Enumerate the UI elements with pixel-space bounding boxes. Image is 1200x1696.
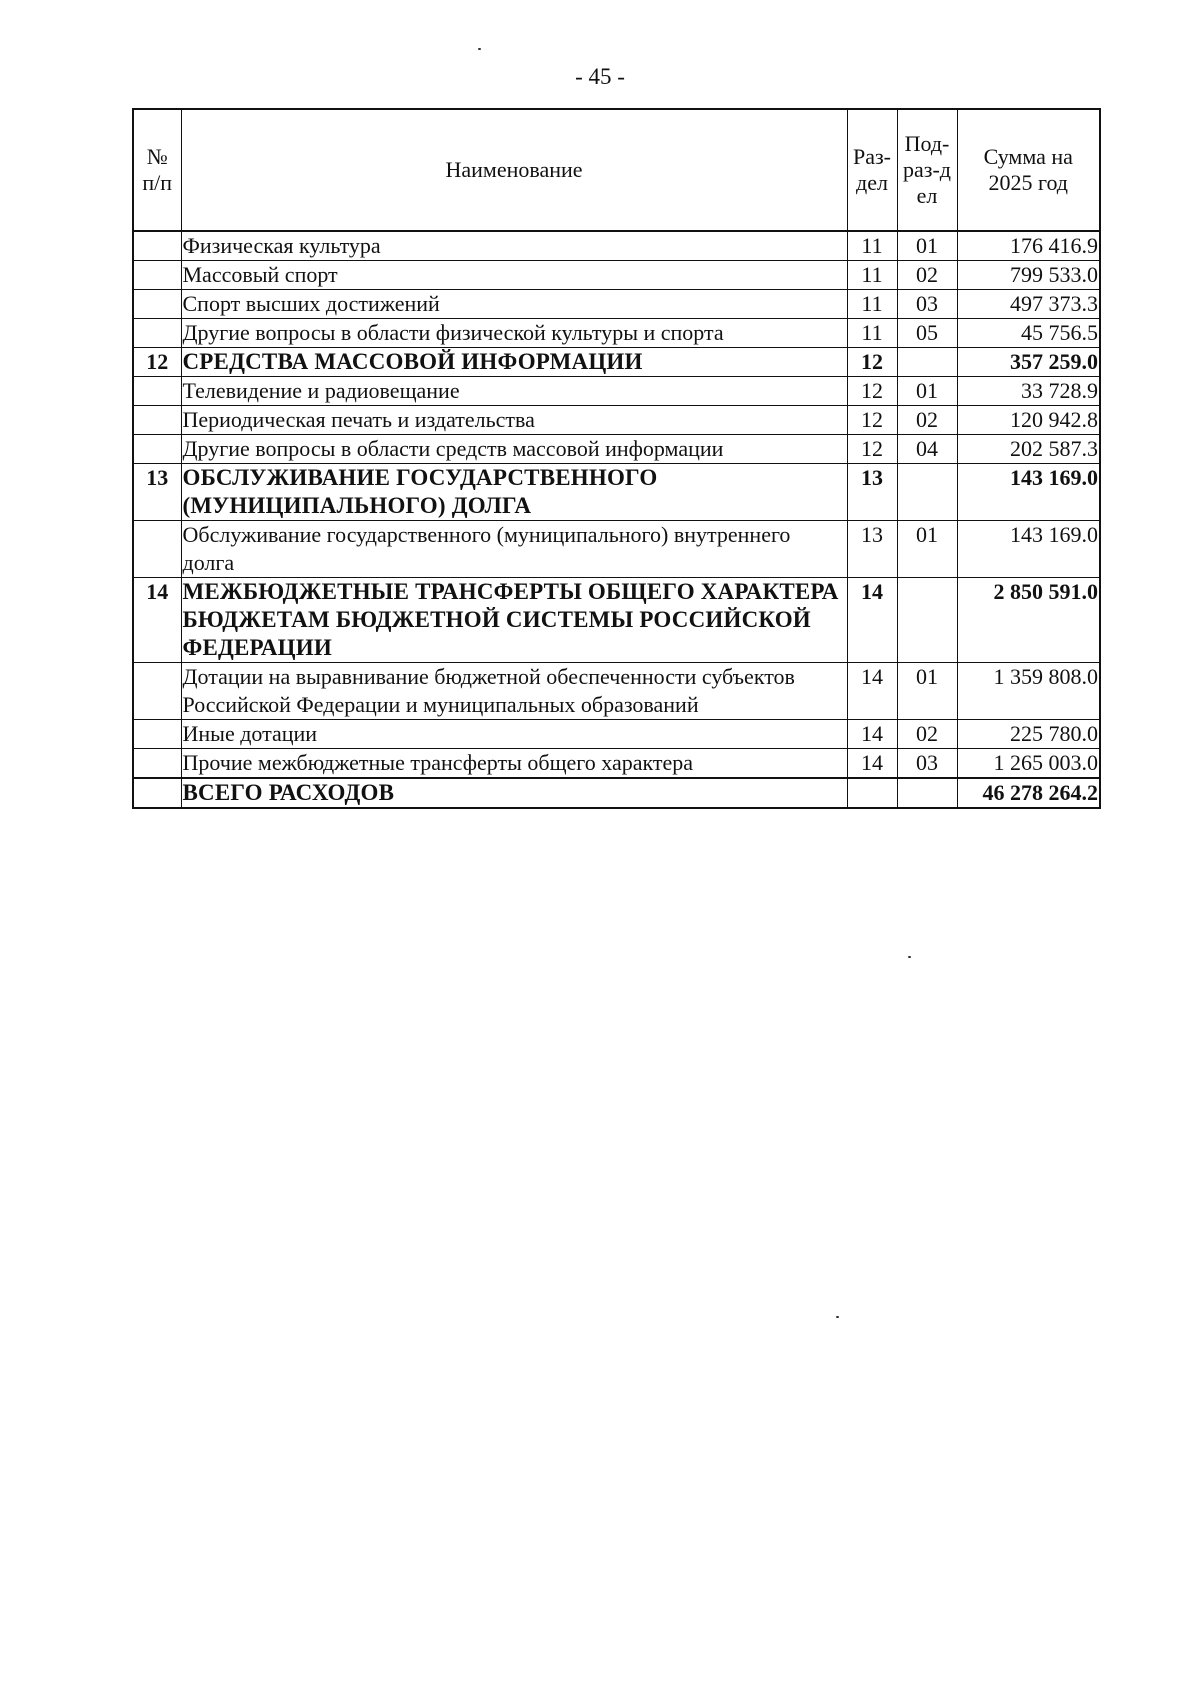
row-subsection: 01: [897, 231, 957, 261]
row-num: [133, 319, 181, 348]
row-subsection: 02: [897, 261, 957, 290]
total-sum: 46 278 264.2: [957, 778, 1100, 808]
table-row: [133, 348, 1100, 377]
table-row: [133, 290, 1100, 319]
row-section: 14: [847, 749, 897, 779]
row-section: 12: [847, 435, 897, 464]
header-section: Раз-дел: [847, 109, 897, 231]
header-name: Наименование: [181, 109, 847, 231]
row-subsection: 03: [897, 749, 957, 779]
row-num: [133, 261, 181, 290]
table-row: [133, 663, 1100, 720]
row-name: Другие вопросы в области средств массовой информации: [181, 435, 847, 464]
row-name: Дотации на выравнивание бюджетной обеспеченности субъектов Российской Федерации и муниципальных образований: [181, 663, 847, 720]
row-sum: 176 416.9: [957, 231, 1100, 261]
header-sum: Сумма на 2025 год: [957, 109, 1100, 231]
row-sum: 202 587.3: [957, 435, 1100, 464]
row-num: [133, 521, 181, 578]
row-subsection: 05: [897, 319, 957, 348]
row-sum: 120 942.8: [957, 406, 1100, 435]
table-row: [133, 435, 1100, 464]
row-num: 12: [133, 348, 181, 377]
table-row: [133, 464, 1100, 521]
row-name: Прочие межбюджетные трансферты общего характера: [181, 749, 847, 779]
row-section: 14: [847, 578, 897, 663]
row-subsection: 02: [897, 406, 957, 435]
row-subsection: 01: [897, 521, 957, 578]
row-subsection: [897, 348, 957, 377]
row-sum: 45 756.5: [957, 319, 1100, 348]
table-row: [133, 231, 1100, 261]
row-section: 12: [847, 377, 897, 406]
total-label: ВСЕГО РАСХОДОВ: [181, 778, 847, 808]
scan-speck: [836, 1316, 839, 1318]
row-name: Другие вопросы в области физической культуры и спорта: [181, 319, 847, 348]
row-name: Телевидение и радиовещание: [181, 377, 847, 406]
table-row: [133, 720, 1100, 749]
row-subsection: 02: [897, 720, 957, 749]
total-subsection: [897, 778, 957, 808]
table-row: [133, 521, 1100, 578]
table-header-row: [133, 109, 1100, 231]
row-name: Спорт высших достижений: [181, 290, 847, 319]
row-num: [133, 749, 181, 779]
row-section: 11: [847, 231, 897, 261]
row-sum: 2 850 591.0: [957, 578, 1100, 663]
row-section: 14: [847, 720, 897, 749]
row-sum: 225 780.0: [957, 720, 1100, 749]
row-section: 14: [847, 663, 897, 720]
row-section: 13: [847, 521, 897, 578]
budget-table: [132, 108, 1101, 809]
row-subsection: [897, 464, 957, 521]
row-section: 11: [847, 290, 897, 319]
row-sum: 1 265 003.0: [957, 749, 1100, 779]
row-sum: 799 533.0: [957, 261, 1100, 290]
row-num: 14: [133, 578, 181, 663]
row-num: [133, 377, 181, 406]
row-subsection: 01: [897, 663, 957, 720]
row-sum: 1 359 808.0: [957, 663, 1100, 720]
row-name: Иные дотации: [181, 720, 847, 749]
row-section: 11: [847, 319, 897, 348]
row-name: Обслуживание государственного (муниципального) внутреннего долга: [181, 521, 847, 578]
total-row: [133, 778, 1100, 808]
page-number: - 45 -: [575, 64, 625, 89]
row-sum: 33 728.9: [957, 377, 1100, 406]
table-row: [133, 261, 1100, 290]
scan-speck: [478, 48, 481, 50]
row-num: [133, 290, 181, 319]
row-subsection: 01: [897, 377, 957, 406]
table-row: [133, 578, 1100, 663]
row-subsection: 03: [897, 290, 957, 319]
header-num: № п/п: [133, 109, 181, 231]
row-sum: 143 169.0: [957, 521, 1100, 578]
row-name: МЕЖБЮДЖЕТНЫЕ ТРАНСФЕРТЫ ОБЩЕГО ХАРАКТЕРА БЮДЖЕТАМ БЮДЖЕТНОЙ СИСТЕМЫ РОССИЙСКОЙ ФЕДЕРАЦИИ: [181, 578, 847, 663]
row-num: [133, 435, 181, 464]
row-sum: 143 169.0: [957, 464, 1100, 521]
row-subsection: 04: [897, 435, 957, 464]
table-row: [133, 377, 1100, 406]
table-row: [133, 406, 1100, 435]
scan-speck: [908, 956, 911, 958]
total-num: [133, 778, 181, 808]
row-name: СРЕДСТВА МАССОВОЙ ИНФОРМАЦИИ: [181, 348, 847, 377]
row-section: 13: [847, 464, 897, 521]
row-sum: 357 259.0: [957, 348, 1100, 377]
row-num: [133, 663, 181, 720]
row-num: [133, 231, 181, 261]
row-num: [133, 720, 181, 749]
row-sum: 497 373.3: [957, 290, 1100, 319]
table-body: [133, 231, 1100, 778]
row-name: ОБСЛУЖИВАНИЕ ГОСУДАРСТВЕННОГО (МУНИЦИПАЛЬНОГО) ДОЛГА: [181, 464, 847, 521]
total-section: [847, 778, 897, 808]
row-name: Массовый спорт: [181, 261, 847, 290]
row-name: Периодическая печать и издательства: [181, 406, 847, 435]
row-section: 12: [847, 406, 897, 435]
table-row: [133, 319, 1100, 348]
row-num: 13: [133, 464, 181, 521]
row-section: 12: [847, 348, 897, 377]
row-subsection: [897, 578, 957, 663]
header-subsection: Под-раз-дел: [897, 109, 957, 231]
row-num: [133, 406, 181, 435]
row-section: 11: [847, 261, 897, 290]
row-name: Физическая культура: [181, 231, 847, 261]
table-row: [133, 749, 1100, 779]
